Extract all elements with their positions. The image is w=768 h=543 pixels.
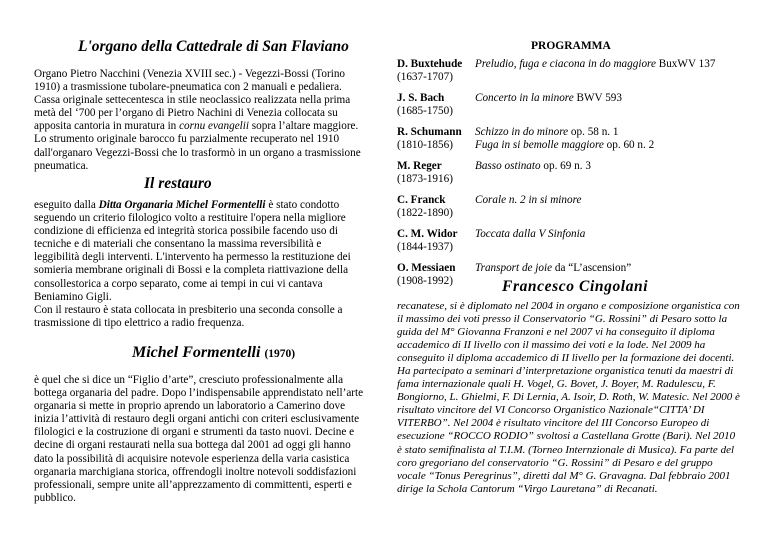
programma-list xyxy=(397,58,757,296)
composer-name: C. Franck xyxy=(397,194,446,206)
programma-title: PROGRAMMA xyxy=(531,40,611,52)
composer-name: R. Schumann xyxy=(397,126,462,138)
work-catalog: op. 58 n. 1 xyxy=(568,126,619,138)
work-title: Corale n. 2 in si minore xyxy=(475,194,582,206)
work-title: Fuga in si bemolle maggiore xyxy=(475,139,604,151)
work-catalog: BuxWV 137 xyxy=(655,58,716,70)
composer-years: (1822-1890) xyxy=(397,207,453,219)
programma-item xyxy=(397,194,757,220)
work-title: Concerto in la minore xyxy=(475,92,574,104)
work-title: Basso ostinato xyxy=(475,160,541,172)
restauro-paragraph xyxy=(34,199,364,304)
composer-name: O. Messiaen xyxy=(397,262,456,274)
composer-name: C. M. Widor xyxy=(397,228,458,240)
organ-text-b: sopra l’altare maggiore. Lo strumento originale barocco fu parzialmente recuperato nel 1910 dall'organaro Vegezzi-Bossi che lo trasformò in un organo a trasmissione pneumatica. xyxy=(34,120,361,172)
composer-years: (1873-1916) xyxy=(397,173,453,185)
composer-name: J. S. Bach xyxy=(397,92,445,104)
programma-item xyxy=(397,228,757,254)
restauro-text-c: Con il restauro è stata collocata in presbiterio una seconda consolle a trasmissione di tipo elettrico a radio frequenza. xyxy=(34,303,343,329)
composer-name: M. Reger xyxy=(397,160,442,172)
formentelli-year: (1970) xyxy=(264,348,296,360)
cingolani-title: Francesco Cingolani xyxy=(502,278,649,295)
composer-name: D. Buxtehude xyxy=(397,58,463,70)
composer-years: (1844-1937) xyxy=(397,241,453,253)
work-catalog: BWV 593 xyxy=(573,92,622,104)
restauro-company: Ditta Organaria Michel Formentelli xyxy=(98,199,266,211)
formentelli-name: Michel Formentelli xyxy=(132,344,261,361)
restauro-title: Il restauro xyxy=(144,175,212,192)
composer-years: (1908-1992) xyxy=(397,275,453,287)
formentelli-title xyxy=(132,344,295,362)
organ-description xyxy=(34,68,364,173)
composer-years: (1810-1856) xyxy=(397,139,453,151)
programma-item xyxy=(397,58,757,84)
formentelli-description: è quel che si dice un “Figlio d’arte”, cresciuto professionalmente alla bottega organaria del padre. Dopo l’indispensabile apprendistato nell’arte organaria si mette in proprio aprendo un laboratorio a Camerino dove inizia l’attività di restauro degli organi antichi con criteri esclusivamente filologici e la costruzione di organi e strumenti da tasto nuovi. Decine e decine di organi restaurati nella sua bottega dal 2001 ad oggi gli hanno dato la possibilità di acquisire notevole esperienza della varia casistica organaria marchigiana storica, offrendogli inoltre notevoli soddisfazioni professionali, sempre unite all’apprezzamento di committenti, esperti e pubblico. xyxy=(34,374,364,504)
restauro-description xyxy=(34,199,364,330)
work-catalog: op. 69 n. 3 xyxy=(540,160,591,172)
organ-text-emphasis: cornu evangelii xyxy=(179,120,249,133)
composer-years: (1685-1750) xyxy=(397,105,453,117)
work-title: Schizzo in do minore xyxy=(475,126,569,138)
cingolani-description: recanatese, si è diplomato nel 2004 in organo e composizione organistica con il massimo dei voti presso il Conservatorio “G. Rossini” di Pesaro sotto la guida del M° Giovanna Franzoni e nel 2007 vi ha conseguito il diploma accademico di II livello con il massimo dei voti e la lode. Nel 2009 ha conseguito il diploma accademico di II livello per la formazione dei docenti. Ha partecipato a seminari d’interpretazione organistica tenuti da maestri di fama internazionale quali H. Vogel, G. Bovet, J. Boyer, M. Radulescu, F. Bongiorno, L. Ghielmi, F. Di Lernia, A. Isoir, D. Roth, W. Matesic. Nel 2000 è risultato vincitore del VI Concorso Organistico Nazionale“CITTA’ DI VITERBO”. Nel 2004 è risultato vincitore del III Concorso Europeo di esecuzione “ROCCO RODIO” svoltosi a Castellana Grotte (Bari). Nel 2010 è stato semifinalista al T.I.M. (Torneo Internzionale di Musica). Fa parte del coro gregoriano del conservatorio “G. Rossini” di Pesaro e del gruppo vocale “Tonus Peregrinus”, diretti dal M° G. Gravagna. Dal febbraio 2001 dirige la Schola Cantorum “Virgo Lauretana” di Recanati. xyxy=(397,300,740,495)
work-title: Preludio, fuga e ciacona in do maggiore xyxy=(475,58,656,70)
organ-text-a: Organo Pietro Nacchini (Venezia XVIII sec.) - Vegezzi-Bossi (Torino 1910) a trasmissione tubolare-pneumatica con 2 manuali e pedaliera. Cassa originale settecentesca in stile neoclassico realizzata nella prima metà del ‘700 per l’organo di Pietro Nachini di Venezia collocata su apposita cantoria in muratura in xyxy=(34,68,351,133)
restauro-text-b: è stato condotto seguendo un criterio filologico volto a restituire l'opera nella migliore condizione di efficienza ed integrità storica possibile facendo uso di tecniche e di materiali che consentano la massima reversibilità e leggibilità degli interventi. L'intervento ha permesso la restituzione dei somieria membrane originali di Bossi e la completa riattivazione della consollestorica a corpo separato, come ai tempi in cui vi cantava Beniamino Gigli. xyxy=(34,199,351,303)
programma-item xyxy=(397,126,757,152)
work-title: Toccata dalla V Sinfonia xyxy=(475,228,586,240)
work-title: Transport de joie xyxy=(475,262,553,274)
organ-title: L'organo della Cattedrale di San Flaviano xyxy=(78,38,349,55)
restauro-text-a: eseguito dalla xyxy=(34,199,99,211)
composer-years: (1637-1707) xyxy=(397,71,453,83)
work-catalog: da “L’ascension” xyxy=(552,262,632,274)
work-catalog: op. 60 n. 2 xyxy=(603,139,655,151)
programma-item xyxy=(397,160,757,186)
programma-item xyxy=(397,92,757,118)
